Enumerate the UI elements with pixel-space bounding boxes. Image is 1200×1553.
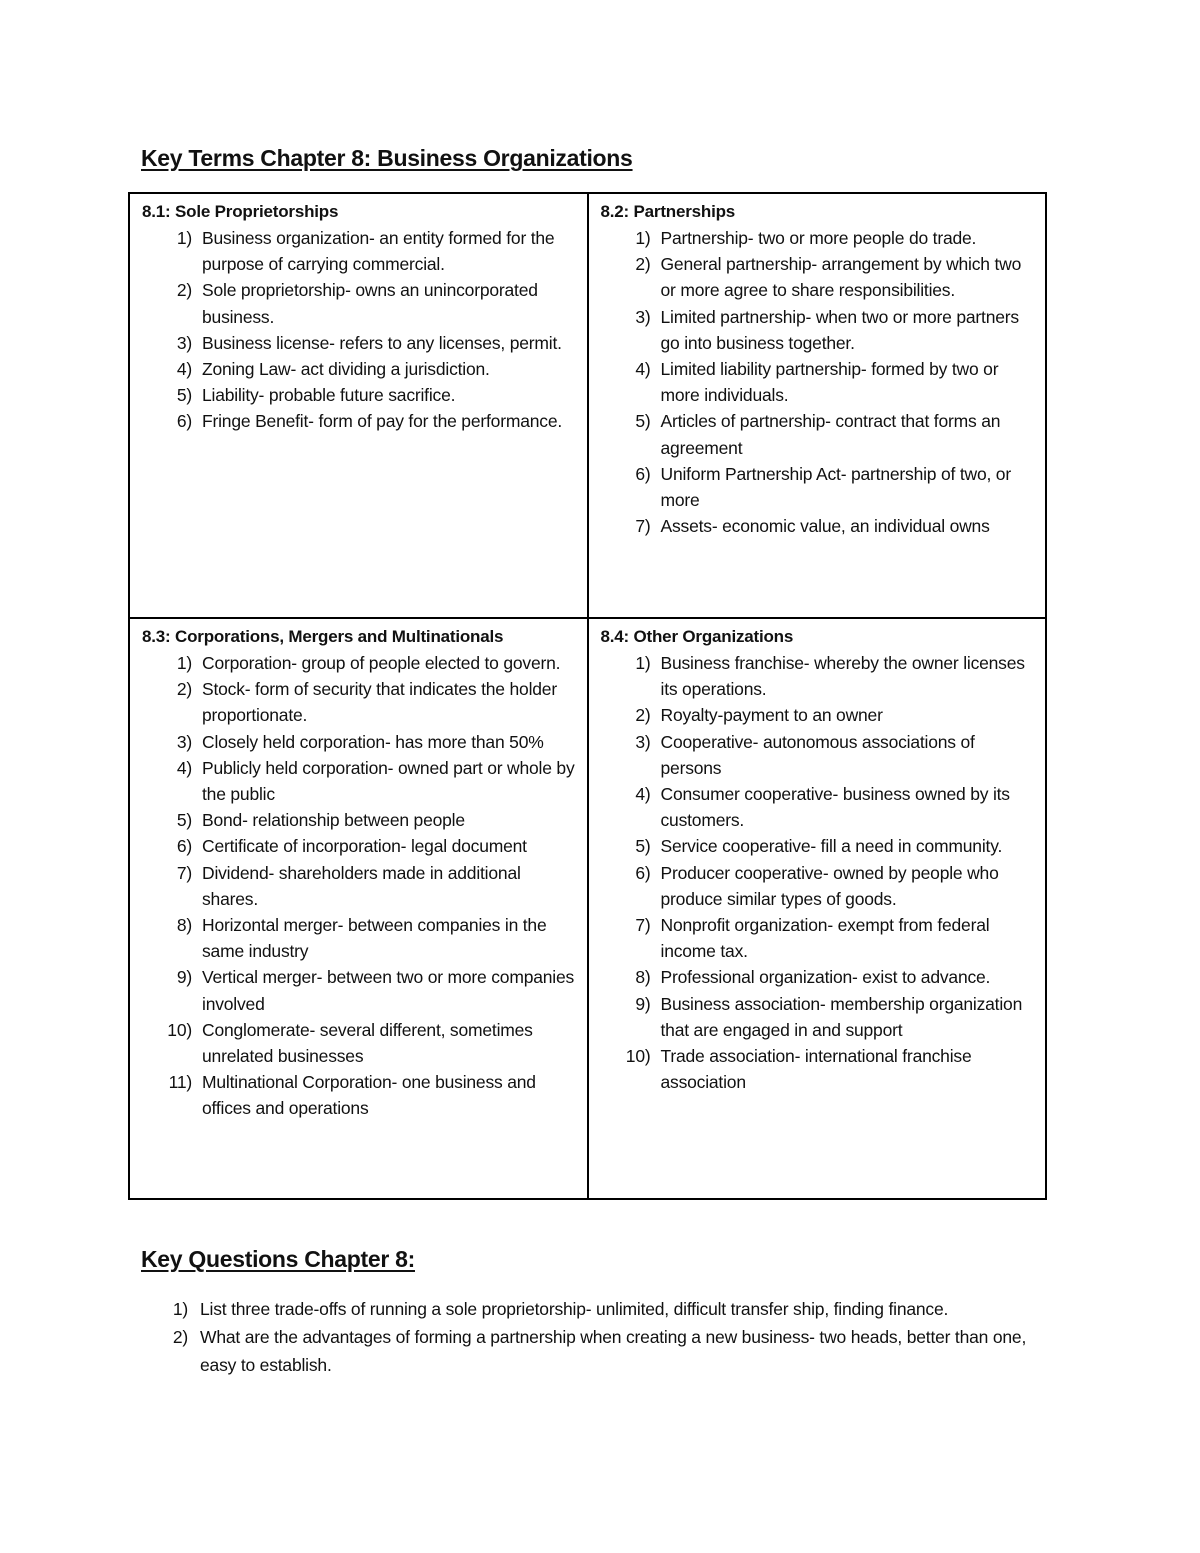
- item-text: Nonprofit organization- exempt from federal income tax.: [660, 915, 990, 962]
- item-number: 4): [635, 784, 651, 805]
- questions-title: Key Questions Chapter 8:: [141, 1246, 415, 1272]
- section-heading: 8.2: Partnerships: [600, 202, 736, 221]
- item-number: 5): [635, 836, 651, 857]
- item-number: 2): [172, 1327, 188, 1347]
- item-text: Horizontal merger- between companies in the same industry: [202, 915, 547, 962]
- item-text: Business association- membership organization that are engaged in and support: [660, 993, 1023, 1040]
- list-item: [142, 1069, 579, 1121]
- question-list: [128, 1295, 1048, 1379]
- list-item: [142, 964, 579, 1016]
- item-number: 7): [176, 862, 192, 883]
- item-number: 2): [176, 280, 192, 301]
- list-item: [142, 382, 579, 408]
- item-number: 9): [635, 993, 651, 1014]
- item-text: Assets- economic value, an individual owns: [660, 516, 990, 537]
- list-item: [142, 833, 579, 859]
- list-item: [128, 1295, 1048, 1323]
- page-title: Key Terms Chapter 8: Business Organizations: [141, 145, 633, 171]
- item-text: Business license- refers to any licenses, permit.: [202, 332, 562, 353]
- item-number: 6): [176, 836, 192, 857]
- item-number: 1): [635, 653, 651, 673]
- list-item: [142, 860, 579, 912]
- item-text: Partnership- two or more people do trade.: [660, 228, 977, 248]
- item-text: General partnership- arrangement by which two or more agree to share responsibilities.: [660, 254, 1022, 301]
- item-number: 6): [635, 862, 651, 883]
- item-number: 2): [635, 254, 651, 275]
- section-cell-corporations: [129, 618, 588, 1199]
- item-number: 6): [176, 411, 192, 432]
- item-number: 8): [176, 915, 192, 936]
- list-item: [142, 330, 579, 356]
- section-heading: 8.1: Sole Proprietorships: [142, 202, 339, 221]
- item-text: Stock- form of security that indicates the holder proportionate.: [202, 679, 557, 726]
- item-number: 1): [176, 228, 192, 248]
- item-text: Publicly held corporation- owned part or whole by the public: [202, 757, 575, 805]
- item-text: Cooperative- autonomous associations of persons: [660, 731, 975, 778]
- item-text: Limited liability partnership- formed by two or more individuals.: [660, 359, 999, 406]
- item-text: Royalty-payment to an owner: [660, 705, 883, 726]
- table-row: [129, 193, 1046, 618]
- list-item: [601, 304, 1038, 356]
- list-item: [601, 991, 1038, 1043]
- item-number: 5): [176, 810, 192, 831]
- list-item: [601, 729, 1038, 781]
- item-text: Vertical merger- between two or more companies involved: [202, 967, 575, 1014]
- item-number: 1): [172, 1299, 188, 1319]
- item-number: 9): [176, 967, 192, 988]
- item-text: Multinational Corporation- one business and offices and operations: [202, 1072, 536, 1119]
- item-number: 10): [167, 1019, 192, 1040]
- item-number: 5): [635, 411, 651, 432]
- term-list: [601, 650, 1038, 1095]
- item-number: 3): [176, 332, 192, 353]
- item-text: Bond- relationship between people: [202, 810, 465, 831]
- term-list: [142, 650, 579, 1122]
- item-number: 2): [176, 679, 192, 700]
- item-text: Limited partnership- when two or more partners go into business together.: [660, 306, 1019, 353]
- item-text: Conglomerate- several different, sometimes unrelated businesses: [202, 1019, 533, 1067]
- list-item: [601, 356, 1038, 408]
- item-text: Professional organization- exist to advance.: [660, 967, 991, 988]
- item-text: Liability- probable future sacrifice.: [202, 385, 456, 406]
- section-cell-partnerships: [588, 193, 1047, 618]
- key-terms-table: [128, 192, 1047, 1200]
- item-number: 8): [635, 967, 651, 988]
- list-item: [601, 1043, 1038, 1095]
- item-number: 10): [625, 1046, 651, 1067]
- list-item: [142, 755, 579, 807]
- item-text: Consumer cooperative- business owned by its customers.: [660, 784, 1010, 831]
- section-cell-other-organizations: [588, 618, 1047, 1199]
- item-text: Fringe Benefit- form of pay for the performance.: [202, 411, 563, 432]
- item-text: Zoning Law- act dividing a jurisdiction.: [202, 359, 490, 380]
- list-item: [601, 781, 1038, 833]
- item-text: Sole proprietorship- owns an unincorporated business.: [202, 280, 538, 327]
- term-list: [601, 225, 1038, 539]
- list-item: [142, 1017, 579, 1069]
- item-number: 7): [635, 915, 651, 936]
- item-number: 4): [176, 757, 192, 778]
- list-item: [601, 461, 1038, 513]
- item-text: Corporation- group of people elected to govern.: [202, 653, 561, 673]
- list-item: [601, 964, 1038, 990]
- list-item: [601, 912, 1038, 964]
- list-item: [142, 912, 579, 964]
- item-text: Articles of partnership- contract that forms an agreement: [660, 411, 1001, 458]
- list-item: [142, 650, 579, 676]
- list-item: [601, 650, 1038, 702]
- item-number: 2): [635, 705, 651, 726]
- list-item: [142, 729, 579, 755]
- item-number: 5): [176, 385, 192, 406]
- item-text: List three trade-offs of running a sole proprietorship- unlimited, difficult transfer ship, finding finance.: [200, 1299, 949, 1319]
- list-item: [601, 702, 1038, 728]
- item-number: 11): [168, 1072, 192, 1093]
- item-number: 1): [635, 228, 651, 248]
- list-item: [601, 513, 1038, 539]
- item-text: Producer cooperative- owned by people who produce similar types of goods.: [660, 862, 999, 909]
- item-text: Uniform Partnership Act- partnership of two, or more: [660, 463, 1011, 511]
- item-number: 3): [635, 306, 651, 327]
- list-item: [142, 807, 579, 833]
- section-heading: 8.3: Corporations, Mergers and Multinationals: [142, 627, 504, 646]
- list-item: [601, 408, 1038, 460]
- item-text: Business organization- an entity formed for the purpose of carrying commercial.: [202, 228, 555, 275]
- table-row: [129, 618, 1046, 1199]
- list-item: [601, 833, 1038, 859]
- list-item: [142, 277, 579, 329]
- item-number: 7): [635, 516, 651, 537]
- item-text: Trade association- international franchise association: [660, 1046, 972, 1093]
- item-text: What are the advantages of forming a partnership when creating a new business- two heads, better than one, easy to establish.: [200, 1327, 1027, 1375]
- item-number: 3): [176, 731, 192, 752]
- item-number: 4): [635, 359, 651, 380]
- item-text: Dividend- shareholders made in additional shares.: [202, 862, 521, 909]
- list-item: [142, 676, 579, 728]
- section-heading: 8.4: Other Organizations: [600, 627, 794, 646]
- item-number: 3): [635, 731, 651, 752]
- item-number: 1): [176, 653, 192, 673]
- list-item: [142, 408, 579, 434]
- term-list: [142, 225, 579, 435]
- list-item: [142, 225, 579, 277]
- item-text: Service cooperative- fill a need in community.: [660, 836, 1003, 857]
- item-text: Business franchise- whereby the owner licenses its operations.: [660, 653, 1025, 700]
- list-item: [601, 225, 1038, 251]
- list-item: [142, 356, 579, 382]
- list-item: [128, 1323, 1048, 1379]
- list-item: [601, 860, 1038, 912]
- list-item: [601, 251, 1038, 303]
- item-number: 6): [635, 463, 651, 484]
- section-cell-sole-proprietorships: [129, 193, 588, 618]
- item-text: Certificate of incorporation- legal document: [202, 836, 527, 857]
- item-number: 4): [176, 359, 192, 380]
- item-text: Closely held corporation- has more than 50%: [202, 731, 544, 752]
